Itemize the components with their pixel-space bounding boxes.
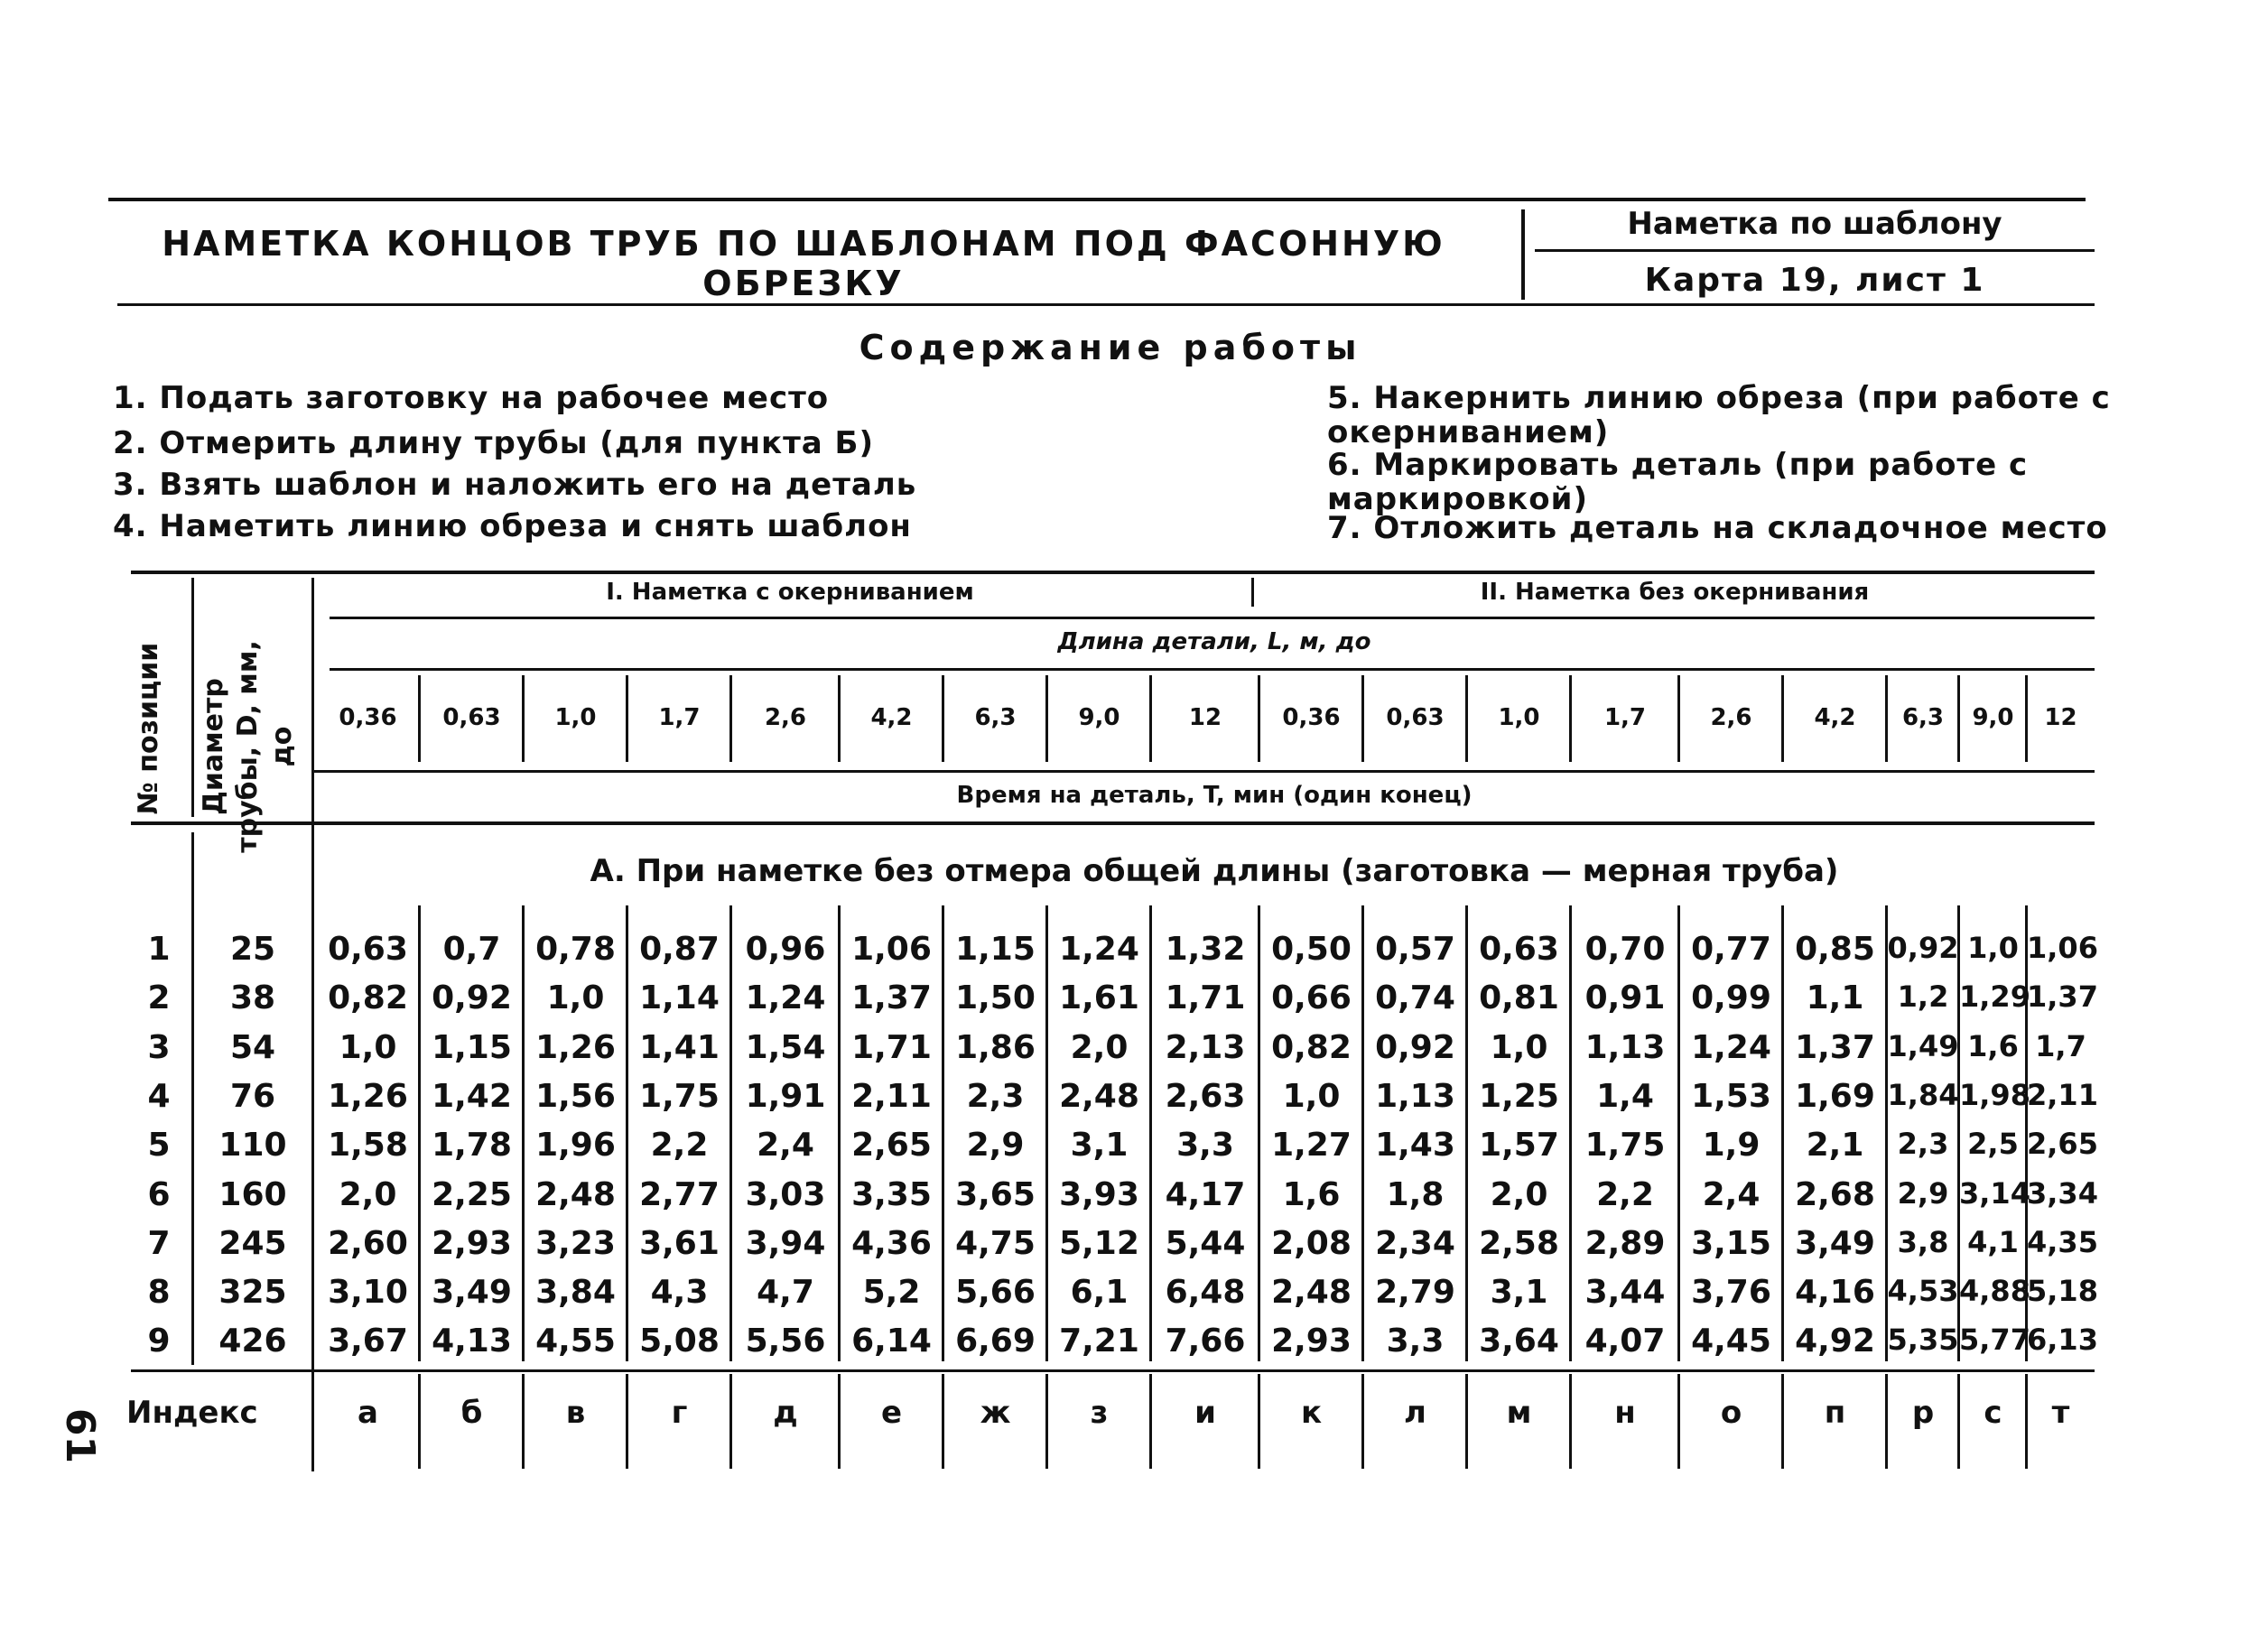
table-cell: 3,65 <box>955 1175 1036 1213</box>
table-cell: 4,36 <box>851 1224 932 1262</box>
table-cell: 2,65 <box>2027 1127 2098 1162</box>
length-cell: 2,6 <box>764 704 807 731</box>
table-cell: 0,63 <box>1479 931 1559 968</box>
table-cell: 5,18 <box>2027 1274 2098 1309</box>
length-cell: 9,0 <box>1078 704 1120 731</box>
table-cell: 1,24 <box>745 979 826 1017</box>
table-cell: 3,34 <box>2027 1175 2098 1211</box>
row-diameter: 76 <box>229 1077 276 1115</box>
table-cell: 6,69 <box>955 1323 1036 1360</box>
index-cell: р <box>1911 1395 1935 1431</box>
table-cell: 1,71 <box>851 1028 932 1066</box>
table-cell: 1,13 <box>1584 1028 1666 1066</box>
table-cell: 0,87 <box>639 931 720 968</box>
row-diameter: 38 <box>229 979 276 1017</box>
work-title: Содержание работы <box>859 328 1362 367</box>
table-cell: 2,5 <box>1967 1127 2019 1162</box>
group-split-line <box>1251 578 1254 607</box>
length-cell: 0,63 <box>1386 704 1445 731</box>
table-cell: 3,14 <box>1959 1175 2030 1211</box>
table-cell: 1,69 <box>1795 1077 1875 1115</box>
length-header-bottom-rule <box>330 668 2095 671</box>
table-cell: 0,96 <box>745 931 826 968</box>
header-divider <box>1521 209 1525 300</box>
col-position-header: № позиции <box>133 642 164 815</box>
table-cell: 4,75 <box>955 1224 1036 1262</box>
work-item-3: 3. Взять шаблон и наложить его на деталь <box>113 467 917 503</box>
table-cell: 3,1 <box>1070 1127 1129 1165</box>
table-vline-diam <box>311 578 314 1471</box>
table-cell: 5,12 <box>1059 1224 1139 1262</box>
index-cell: с <box>1984 1395 2002 1431</box>
table-cell: 1,0 <box>1282 1077 1341 1115</box>
table-cell: 2,0 <box>1070 1028 1129 1066</box>
table-cell: 0,91 <box>1584 979 1666 1017</box>
index-cell: б <box>460 1395 483 1431</box>
table-cell: 5,66 <box>955 1274 1036 1312</box>
table-cell: 3,67 <box>328 1323 408 1360</box>
header-right-rule <box>1535 249 2095 252</box>
row-diameter: 54 <box>229 1028 276 1066</box>
table-cell: 3,23 <box>535 1224 616 1262</box>
table-cell: 1,78 <box>432 1127 512 1165</box>
table-cell: 2,9 <box>966 1127 1025 1165</box>
table-cell: 2,77 <box>639 1175 720 1213</box>
table-cell: 1,0 <box>1490 1028 1548 1066</box>
table-cell: 0,99 <box>1691 979 1771 1017</box>
table-cell: 4,13 <box>432 1323 512 1360</box>
table-cell: 5,77 <box>1959 1323 2030 1358</box>
table-cell: 2,3 <box>966 1077 1025 1115</box>
table-cell: 3,64 <box>1479 1323 1559 1360</box>
section-a-title: А. При наметке без отмера общей длины (заготовка — мерная труба) <box>590 853 1839 889</box>
table-cell: 0,92 <box>1375 1028 1455 1066</box>
length-header-top-rule <box>330 617 2095 619</box>
table-cell: 1,75 <box>639 1077 720 1115</box>
length-cell: 6,3 <box>1901 704 1945 731</box>
table-cell: 5,35 <box>1887 1323 1959 1358</box>
table-cell: 4,92 <box>1795 1323 1875 1360</box>
table-cell: 1,71 <box>1165 979 1246 1017</box>
index-cell: а <box>358 1395 378 1431</box>
table-cell: 4,88 <box>1959 1274 2030 1309</box>
table-cell: 0,85 <box>1795 931 1875 968</box>
table-cell: 0,70 <box>1584 931 1666 968</box>
length-cell: 0,36 <box>1282 704 1341 731</box>
table-cell: 0,92 <box>1887 931 1959 965</box>
table-cell: 1,57 <box>1479 1127 1559 1165</box>
length-cell: 1,0 <box>554 704 597 731</box>
time-header-top-rule <box>311 770 2095 773</box>
table-cell: 1,2 <box>1897 979 1949 1015</box>
table-cell: 2,89 <box>1584 1224 1666 1262</box>
table-cell: 7,21 <box>1059 1323 1139 1360</box>
table-cell: 1,56 <box>535 1077 616 1115</box>
table-cell: 2,25 <box>432 1175 512 1213</box>
length-cell: 12 <box>2044 704 2077 731</box>
table-cell: 1,96 <box>535 1127 616 1165</box>
table-cell: 1,37 <box>851 979 932 1017</box>
table-cell: 1,26 <box>328 1077 408 1115</box>
row-position: 2 <box>147 979 171 1017</box>
table-cell: 3,49 <box>1795 1224 1875 1262</box>
table-cell: 0,7 <box>442 931 501 968</box>
table-cell: 2,08 <box>1271 1224 1352 1262</box>
table-cell: 4,45 <box>1691 1323 1771 1360</box>
index-cell: ж <box>980 1395 1011 1431</box>
work-item-5: 5. Накернить линию обреза (при работе с окерниванием) <box>1327 380 2111 450</box>
index-cell: н <box>1614 1395 1636 1431</box>
table-cell: 2,93 <box>432 1224 512 1262</box>
row-diameter: 110 <box>218 1127 287 1165</box>
table-cell: 2,68 <box>1795 1175 1875 1213</box>
table-cell: 6,13 <box>2027 1323 2098 1358</box>
table-cell: 3,49 <box>432 1274 512 1312</box>
table-cell: 3,76 <box>1691 1274 1771 1312</box>
table-cell: 3,10 <box>328 1274 408 1312</box>
table-cell: 2,4 <box>757 1127 814 1165</box>
length-cell: 9,0 <box>1972 704 2014 731</box>
table-cell: 3,61 <box>639 1224 720 1262</box>
row-diameter: 25 <box>229 931 276 968</box>
table-cell: 0,66 <box>1271 979 1352 1017</box>
index-cell: е <box>880 1395 903 1431</box>
table-cell: 1,1 <box>1806 979 1864 1017</box>
table-cell: 1,24 <box>1691 1028 1771 1066</box>
table-cell: 1,0 <box>546 979 605 1017</box>
table-cell: 1,75 <box>1584 1127 1666 1165</box>
table-cell: 2,11 <box>2027 1077 2098 1112</box>
index-cell: г <box>671 1395 688 1431</box>
table-cell: 2,9 <box>1897 1175 1949 1211</box>
table-cell: 2,48 <box>1059 1077 1139 1115</box>
table-cell: 2,60 <box>328 1224 408 1262</box>
table-cell: 1,13 <box>1375 1077 1455 1115</box>
time-header: Время на деталь, T, мин (один конец) <box>956 782 1473 809</box>
table-cell: 0,74 <box>1375 979 1455 1017</box>
table-cell: 1,15 <box>955 931 1036 968</box>
table-cell: 2,2 <box>650 1127 709 1165</box>
work-item-1: 1. Подать заготовку на рабочее место <box>113 380 830 416</box>
index-cell: з <box>1090 1395 1109 1431</box>
length-cell: 1,0 <box>1498 704 1540 731</box>
page-number: 61 <box>57 1407 104 1464</box>
table-cell: 3,8 <box>1897 1224 1949 1259</box>
header-top-rule <box>108 198 2086 201</box>
index-cell: и <box>1194 1395 1216 1431</box>
table-top-rule <box>131 571 2095 574</box>
table-cell: 1,41 <box>639 1028 720 1066</box>
table-cell: 2,48 <box>1271 1274 1352 1312</box>
table-cell: 2,4 <box>1702 1175 1761 1213</box>
table-cell: 3,35 <box>851 1175 932 1213</box>
length-cell: 2,6 <box>1710 704 1752 731</box>
table-cell: 0,50 <box>1271 931 1352 968</box>
table-cell: 0,82 <box>328 979 408 1017</box>
table-cell: 4,07 <box>1584 1323 1666 1360</box>
row-diameter: 245 <box>218 1224 287 1262</box>
length-cell: 1,7 <box>1603 704 1647 731</box>
table-cell: 1,54 <box>745 1028 826 1066</box>
col-diameter-header: Диаметр трубы, D, мм, до <box>198 640 298 853</box>
index-cell: т <box>2051 1395 2070 1431</box>
table-cell: 1,50 <box>955 979 1036 1017</box>
table-cell: 1,0 <box>339 1028 397 1066</box>
table-cell: 1,37 <box>2027 979 2098 1015</box>
table-cell: 2,11 <box>851 1077 932 1115</box>
table-cell: 7,66 <box>1165 1323 1246 1360</box>
table-cell: 1,49 <box>1887 1028 1959 1063</box>
table-cell: 1,25 <box>1479 1077 1559 1115</box>
table-cell: 2,13 <box>1165 1028 1246 1066</box>
row-position: 6 <box>147 1175 171 1213</box>
index-label: Индекс <box>126 1395 258 1431</box>
length-cell: 0,36 <box>339 704 397 731</box>
table-cell: 2,58 <box>1479 1224 1559 1262</box>
row-diameter: 426 <box>218 1323 287 1360</box>
row-position: 9 <box>147 1323 171 1360</box>
length-cell: 12 <box>1188 704 1222 731</box>
table-cell: 3,44 <box>1584 1274 1666 1312</box>
work-item-7: 7. Отложить деталь на складочное место <box>1327 510 2108 546</box>
index-cell: п <box>1824 1395 1846 1431</box>
index-cell: в <box>565 1395 586 1431</box>
table-cell: 3,03 <box>745 1175 826 1213</box>
table-cell: 1,32 <box>1165 931 1246 968</box>
table-cell: 1,15 <box>432 1028 512 1066</box>
row-diameter: 160 <box>218 1175 287 1213</box>
table-cell: 1,53 <box>1691 1077 1771 1115</box>
index-cell: д <box>773 1395 798 1431</box>
index-cell: о <box>1720 1395 1742 1431</box>
table-cell: 2,1 <box>1806 1127 1864 1165</box>
table-cell: 4,16 <box>1795 1274 1875 1312</box>
table-cell: 6,1 <box>1070 1274 1129 1312</box>
table-cell: 5,08 <box>639 1323 720 1360</box>
table-cell: 3,1 <box>1490 1274 1548 1312</box>
card-number: Карта 19, лист 1 <box>1644 262 1985 299</box>
table-cell: 1,06 <box>2027 931 2098 965</box>
table-cell: 0,82 <box>1271 1028 1352 1066</box>
header-bottom-rule <box>117 303 2095 306</box>
table-cell: 1,37 <box>1795 1028 1875 1066</box>
length-cell: 1,7 <box>658 704 701 731</box>
table-cell: 1,42 <box>432 1077 512 1115</box>
table-cell: 2,93 <box>1271 1323 1352 1360</box>
row-position: 5 <box>147 1127 171 1165</box>
table-cell: 2,48 <box>535 1175 616 1213</box>
table-cell: 4,35 <box>2027 1224 2098 1259</box>
table-cell: 3,3 <box>1176 1127 1234 1165</box>
length-cell: 0,63 <box>442 704 501 731</box>
table-cell: 0,63 <box>328 931 408 968</box>
work-item-4: 4. Наметить линию обреза и снять шаблон <box>113 508 912 544</box>
table-index-rule <box>131 1369 2095 1372</box>
work-item-2: 2. Отмерить длину трубы (для пункта Б) <box>113 425 875 461</box>
table-cell: 1,9 <box>1702 1127 1761 1165</box>
table-cell: 5,56 <box>745 1323 826 1360</box>
group-1-header: I. Наметка с окерниванием <box>606 579 974 606</box>
table-cell: 1,61 <box>1059 979 1139 1017</box>
table-cell: 6,48 <box>1165 1274 1246 1312</box>
table-cell: 1,6 <box>1282 1175 1341 1213</box>
length-header: Длина детали, L, м, до <box>1057 628 1371 655</box>
table-cell: 1,84 <box>1887 1077 1959 1112</box>
table-cell: 3,94 <box>745 1224 826 1262</box>
row-diameter: 325 <box>218 1274 287 1312</box>
table-cell: 3,3 <box>1386 1323 1445 1360</box>
row-position: 4 <box>147 1077 171 1115</box>
table-cell: 4,7 <box>757 1274 814 1312</box>
index-cell: к <box>1300 1395 1323 1431</box>
table-cell: 0,81 <box>1479 979 1559 1017</box>
table-cell: 2,2 <box>1596 1175 1654 1213</box>
table-cell: 1,6 <box>1967 1028 2019 1063</box>
table-cell: 6,14 <box>851 1323 932 1360</box>
table-cell: 1,91 <box>745 1077 826 1115</box>
length-cell: 6,3 <box>974 704 1017 731</box>
row-position: 7 <box>147 1224 171 1262</box>
table-cell: 1,86 <box>955 1028 1036 1066</box>
table-cell: 1,29 <box>1959 979 2030 1015</box>
index-cell: л <box>1404 1395 1426 1431</box>
table-cell: 1,7 <box>2035 1028 2086 1063</box>
table-vline-pos <box>191 578 194 817</box>
table-cell: 2,65 <box>851 1127 932 1165</box>
table-cell: 5,44 <box>1165 1224 1246 1262</box>
length-cell: 4,2 <box>870 704 913 731</box>
table-cell: 0,57 <box>1375 931 1455 968</box>
table-cell: 1,26 <box>535 1028 616 1066</box>
table-cell: 3,15 <box>1691 1224 1771 1262</box>
table-cell: 2,79 <box>1375 1274 1455 1312</box>
table-cell: 2,63 <box>1165 1077 1246 1115</box>
table-cell: 4,3 <box>650 1274 709 1312</box>
table-cell: 4,1 <box>1967 1224 2019 1259</box>
table-cell: 1,06 <box>851 931 932 968</box>
page-title: НАМЕТКА КОНЦОВ ТРУБ ПО ШАБЛОНАМ ПОД ФАСОННУЮ ОБРЕЗКУ <box>162 224 1445 303</box>
table-cell: 3,84 <box>535 1274 616 1312</box>
table-cell: 2,0 <box>1490 1175 1548 1213</box>
table-cell: 3,93 <box>1059 1175 1139 1213</box>
table-cell: 0,77 <box>1691 931 1771 968</box>
table-cell: 1,24 <box>1059 931 1139 968</box>
table-cell: 4,55 <box>535 1323 616 1360</box>
table-cell: 1,4 <box>1596 1077 1654 1115</box>
table-cell: 2,3 <box>1897 1127 1949 1162</box>
table-cell: 1,58 <box>328 1127 408 1165</box>
row-position: 8 <box>147 1274 171 1312</box>
index-cell: м <box>1506 1395 1532 1431</box>
table-cell: 2,0 <box>339 1175 397 1213</box>
group-2-header: II. Наметка без окернивания <box>1480 579 1870 606</box>
table-cell: 1,8 <box>1386 1175 1445 1213</box>
work-item-6: 6. Маркировать деталь (при работе с маркировкой) <box>1327 447 2029 517</box>
table-cell: 0,92 <box>432 979 512 1017</box>
table-cell: 1,98 <box>1959 1077 2030 1112</box>
table-header-bottom-rule <box>131 821 2095 825</box>
table-cell: 1,0 <box>1967 931 2019 965</box>
table-cell: 2,34 <box>1375 1224 1455 1262</box>
table-cell: 1,14 <box>639 979 720 1017</box>
table-cell: 4,17 <box>1165 1175 1246 1213</box>
table-cell: 5,2 <box>862 1274 921 1312</box>
table-cell: 0,78 <box>535 931 616 968</box>
length-cell: 4,2 <box>1814 704 1856 731</box>
row-position: 3 <box>147 1028 171 1066</box>
card-category: Наметка по шаблону <box>1627 206 2002 242</box>
table-cell: 4,53 <box>1887 1274 1959 1309</box>
table-cell: 1,43 <box>1375 1127 1455 1165</box>
row-position: 1 <box>147 931 171 968</box>
table-cell: 1,27 <box>1271 1127 1352 1165</box>
